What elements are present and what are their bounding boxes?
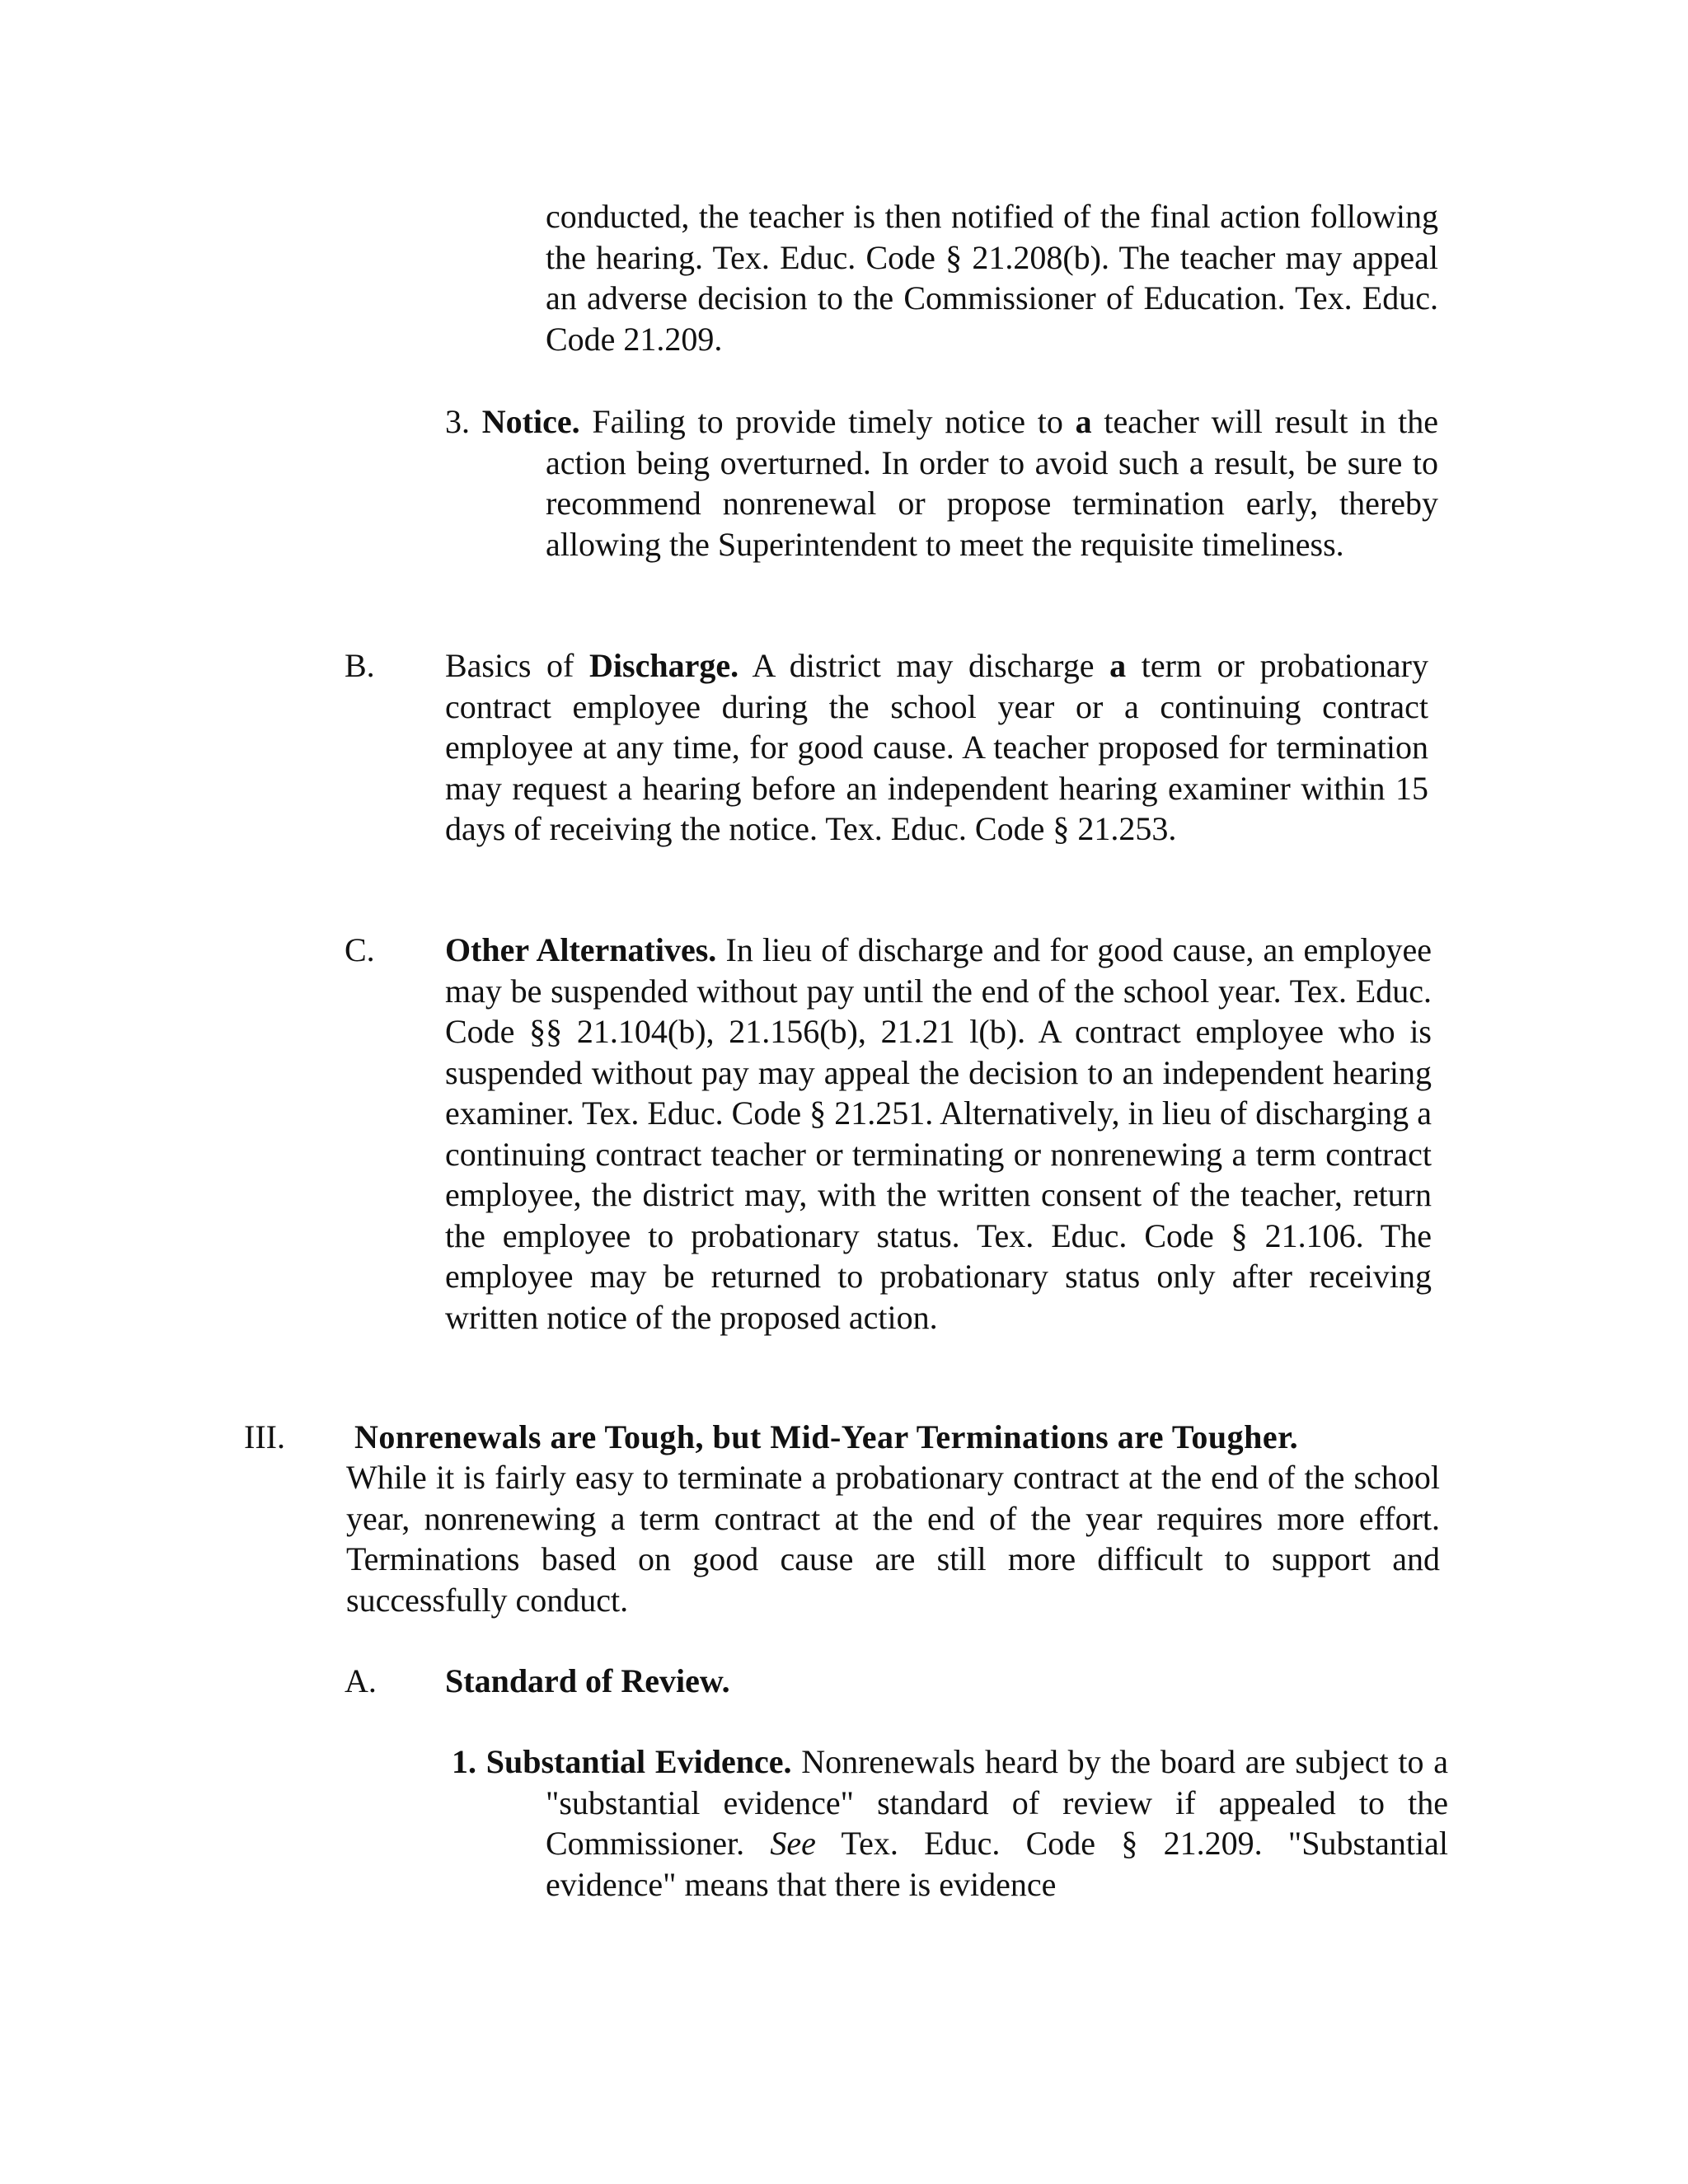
item-3-text-a: Failing to provide timely notice to bbox=[579, 403, 1076, 440]
item-3-title: Notice. bbox=[481, 403, 580, 440]
continuation-text: conducted, the teacher is then notified of the final action following the hearing. Tex. Educ. Code § 21.208(b). The teacher may appeal an adverse decision to the Commissioner of Education. Tex. Educ. Code 21.209. bbox=[546, 198, 1438, 358]
continuation-paragraph bbox=[546, 196, 1438, 359]
item-3-number: 3. bbox=[445, 403, 470, 440]
section-b-text-a: A district may discharge bbox=[738, 647, 1110, 684]
section-b-text-b: term or probationary contract employee during the school year or a continuing contract employee at any time, for good cause. A teacher proposed for termination may request a hearing before an independent hearing examiner within 15 days of receiving the notice. Tex. Educ. Code § 21.253. bbox=[445, 647, 1428, 847]
section-c-text: In lieu of discharge and for good cause, an employee may be suspended without pay until the end of the school year. Tex. Educ. Code §§ 21.104(b), 21.156(b), 21.21 l(b). A contract employee who is suspended without pay may appeal the decision to an independent hearing examiner. Tex. Educ. Code § 21.251. Alternatively, in lieu of discharging a continuing contract teacher or terminating or nonrenewing a term contract employee, the district may, with the written consent of the teacher, return the employee to probationary status. Tex. Educ. Code § 21.106. The employee may be returned to probationary status only after receiving written notice of the proposed action. bbox=[445, 931, 1432, 1336]
item-3-text-b: teacher will result in the action being overturned. In order to avoid such a result, be sure to recommend nonrenewal or propose termination early, thereby allowing the Superintendent to meet the requisite timeliness. bbox=[546, 403, 1438, 563]
item-1-italic-word: See bbox=[770, 1825, 816, 1862]
section-b-marker: B. bbox=[345, 647, 375, 684]
item-1-text-b: Tex. Educ. Code § 21.209. "Substantial evidence" means that there is evidence bbox=[546, 1825, 1448, 1903]
section-c-marker: C. bbox=[345, 931, 375, 968]
section-iii-a-title: Standard of Review. bbox=[445, 1662, 730, 1699]
item-1-text-a: Nonrenewals heard by the board are subject to a "substantial evidence" standard of review if appealed to the Commissioner. bbox=[546, 1743, 1448, 1862]
section-iii-text: While it is fairly easy to terminate a probationary contract at the end of the school year, nonrenewing a term contract at the end of the year requires more effort. Terminations based on good cause are still more difficult to support and successfully conduct. bbox=[346, 1459, 1440, 1619]
item-3-notice bbox=[445, 401, 1438, 565]
section-iii-a-marker: A. bbox=[345, 1662, 377, 1699]
section-b-title: Discharge. bbox=[589, 647, 739, 684]
section-iii-marker: III. bbox=[244, 1418, 285, 1455]
section-iii-paragraph bbox=[346, 1457, 1440, 1620]
item-3-bold-word: a bbox=[1075, 403, 1092, 440]
section-b-lead: Basics of bbox=[445, 647, 589, 684]
section-c-title: Other Alternatives. bbox=[445, 931, 717, 968]
item-1-substantial-evidence bbox=[452, 1741, 1448, 1905]
section-b-bold-word: a bbox=[1109, 647, 1127, 684]
section-iii-title: Nonrenewals are Tough, but Mid-Year Terminations are Tougher. bbox=[354, 1418, 1299, 1455]
section-b-paragraph bbox=[445, 645, 1428, 850]
item-1-title: Substantial Evidence. bbox=[485, 1743, 792, 1780]
item-1-number: 1. bbox=[452, 1743, 476, 1780]
section-c-paragraph bbox=[445, 930, 1432, 1338]
